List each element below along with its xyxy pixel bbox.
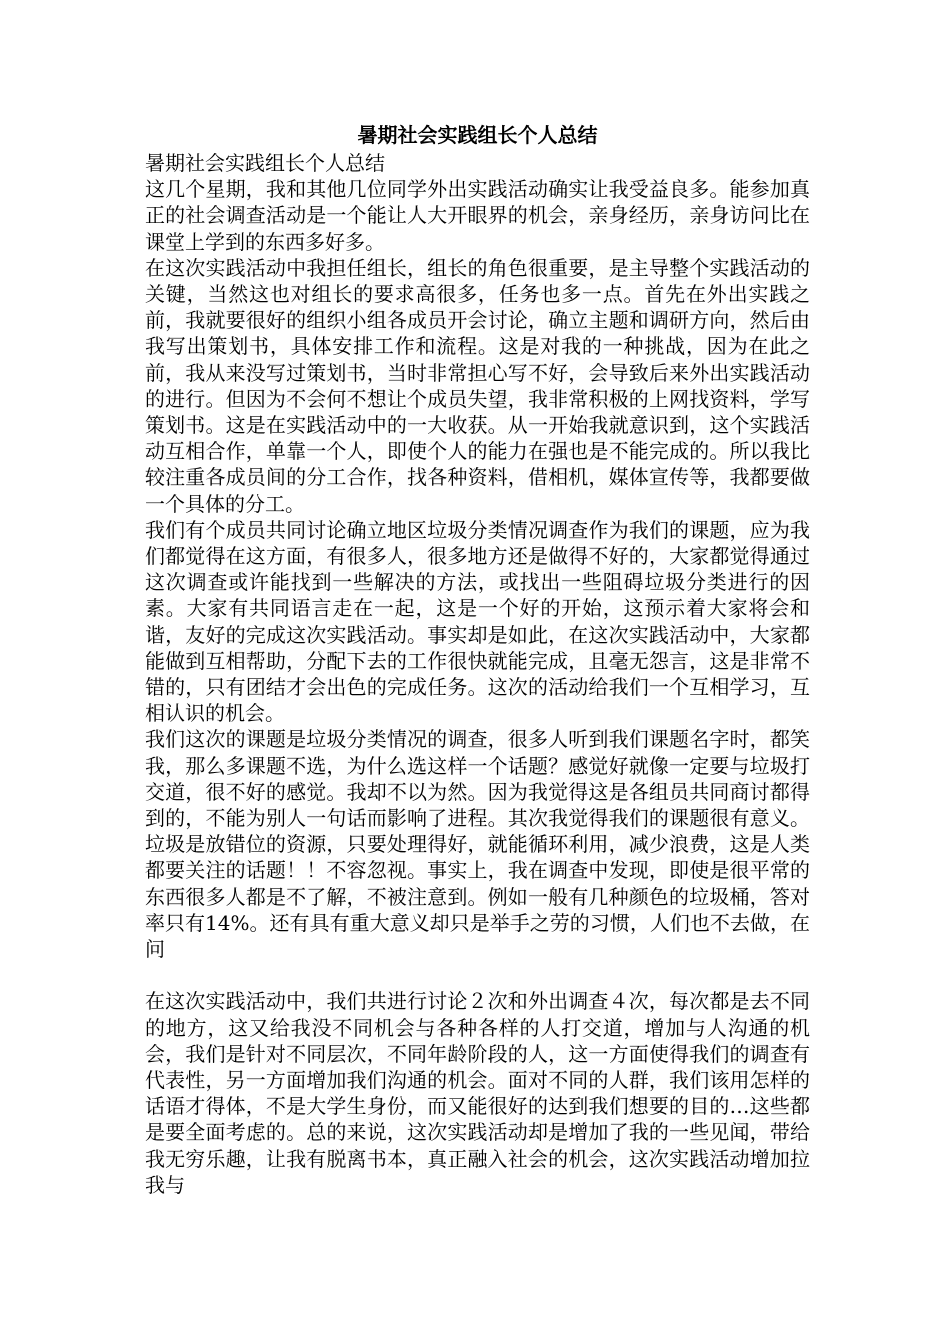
paragraph-topic-meaning: 我们这次的课题是垃圾分类情况的调查，很多人听到我们课题名字时，都笑我，那么多课题不选，为什么选这样一个话题？感觉好就像一定要与垃圾打交道，很不好的感觉。我却不以为然。因为我觉得这是各组员共同商讨都得到的，不能为别人一句话而影响了进程。其次我觉得我们的课题很有意义。垃圾是放错位的资源，只要处理得好，就能循环利用，减少浪费，这是人类都要关注的话题！！不容忽视。事实上，我在调查中发现，即使是很平常的东西很多人都是不了解，不被注意到。例如一般有几种颜色的垃圾桶，答对率只有14%。还有具有重大意义却只是举手之劳的习惯，人们也不去做，在问 bbox=[145, 727, 810, 962]
document-subtitle: 暑期社会实践组长个人总结 bbox=[145, 151, 385, 175]
paragraph-leader-role: 在这次实践活动中我担任组长，组长的角色很重要，是主导整个实践活动的关键，当然这也对组长的要求高很多，任务也多一点。首先在外出实践之前，我就要很好的组织小组各成员开会讨论，确立主题和调研方向，然后由我写出策划书，具体安排工作和流程。这是对我的一种挑战，因为在此之前，我从来没写过策划书，当时非常担心写不好，会导致后来外出实践活动的进行。但因为不会何不想让个成员失望，我非常积极的上网找资料，学写策划书。这是在实践活动中的一大收获。从一开始我就意识到，这个实践活动互相合作，单靠一个人，即使个人的能力在强也是不能完成的。所以我比较注重各成员间的分工合作，找各种资料，借相机，媒体宣传等，我都要做一个具体的分工。 bbox=[145, 255, 810, 516]
document-page bbox=[145, 122, 810, 1198]
paragraph-intro: 这几个星期，我和其他几位同学外出实践活动确实让我受益良多。能参加真正的社会调查活动是一个能让人大开眼界的机会，亲身经历，亲身访问比在课堂上学到的东西多好多。 bbox=[145, 177, 810, 254]
paragraph-gap bbox=[145, 962, 810, 988]
document-title: 暑期社会实践组长个人总结 bbox=[357, 123, 598, 147]
paragraph-activity-summary: 在这次实践活动中，我们共进行讨论２次和外出调查４次，每次都是去不同的地方，这又给我没不同机会与各种各样的人打交道，增加与人沟通的机会，我们是针对不同层次，不同年龄阶段的人，这一方面使得我们的调查有代表性，另一方面增加我们沟通的机会。面对不同的人群，我们该用怎样的话语才得体，不是大学生身份，而又能很好的达到我们想要的目的…这些都是要全面考虑的。总的来说，这次实践活动却是增加了我的一些见闻，带给我无穷乐趣，让我有脱离书本，真正融入社会的机会，这次实践活动增加拉我与 bbox=[145, 989, 810, 1197]
paragraph-topic-selection: 我们有个成员共同讨论确立地区垃圾分类情况调查作为我们的课题，应为我们都觉得在这方面，有很多人，很多地方还是做得不好的，大家都觉得通过这次调查或许能找到一些解决的方法，或找出一些阻碍垃圾分类进行的因素。大家有共同语言走在一起，这是一个好的开始，这预示着大家将会和谐，友好的完成这次实践活动。事实却是如此，在这次实践活动中，大家都能做到互相帮助，分配下去的工作很快就能完成，且毫无怨言，这是非常不错的，只有团结才会出色的完成任务。这次的活动给我们一个互相学习，互相认识的机会。 bbox=[145, 517, 810, 726]
